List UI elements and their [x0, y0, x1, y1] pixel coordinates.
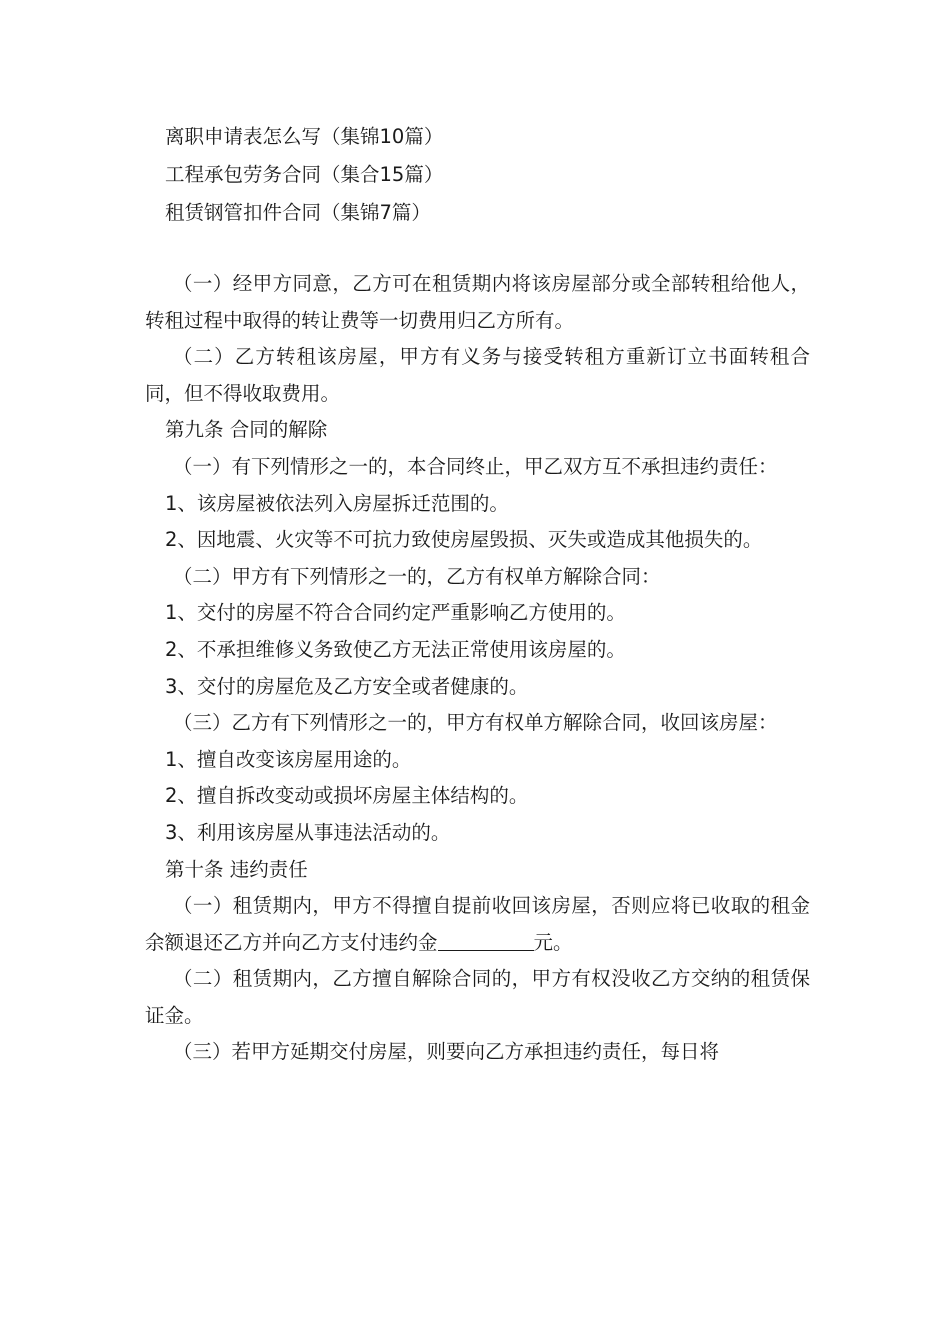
- paragraph: （一）经甲方同意，乙方可在租赁期内将该房屋部分或全部转租给他人，转租过程中取得的转让费等一切费用归乙方所有。: [145, 272, 810, 332]
- paragraph: [145, 888, 810, 961]
- list-item: 1、该房屋被依法列入房屋拆迁范围的。: [165, 491, 509, 515]
- list-item: 2、因地震、火灾等不可抗力致使房屋毁损、灭失或造成其他损失的。: [165, 528, 763, 552]
- contract-body: [145, 266, 810, 1071]
- list-item: 2、擅自拆改变动或损坏房屋主体结构的。: [165, 784, 529, 808]
- paragraph-text: （一）租赁期内，甲方不得擅自提前收回该房屋，否则应将已收取的租金余额退还乙方并向乙方支付违约金: [145, 894, 810, 954]
- related-links: [165, 118, 443, 232]
- paragraph: （二）租赁期内，乙方擅自解除合同的，甲方有权没收乙方交纳的租赁保证金。: [145, 967, 810, 1027]
- list-item: 3、交付的房屋危及乙方安全或者健康的。: [165, 674, 529, 698]
- related-link[interactable]: 租赁钢管扣件合同（集锦7篇）: [165, 201, 431, 224]
- paragraph: （三）若甲方延期交付房屋，则要向乙方承担违约责任，每日将: [173, 1040, 720, 1064]
- list-item: 1、擅自改变该房屋用途的。: [165, 747, 412, 771]
- paragraph: （二）甲方有下列情形之一的，乙方有权单方解除合同：: [173, 564, 661, 588]
- list-item: 3、利用该房屋从事违法活动的。: [165, 820, 451, 844]
- related-link[interactable]: 工程承包劳务合同（集合15篇）: [165, 163, 444, 186]
- paragraph-text: 元。: [533, 930, 573, 954]
- blank-field: [438, 932, 534, 951]
- paragraph: （三）乙方有下列情形之一的，甲方有权单方解除合同，收回该房屋：: [173, 711, 778, 735]
- related-link[interactable]: 离职申请表怎么写（集锦10篇）: [165, 125, 444, 148]
- list-item: 1、交付的房屋不符合合同约定严重影响乙方使用的。: [165, 601, 626, 625]
- section-heading: 第十条 违约责任: [165, 857, 308, 881]
- list-item: 2、不承担维修义务致使乙方无法正常使用该房屋的。: [165, 637, 626, 661]
- section-heading: 第九条 合同的解除: [165, 418, 328, 442]
- paragraph: （一）有下列情形之一的，本合同终止，甲乙双方互不承担违约责任：: [173, 454, 778, 478]
- paragraph: （二）乙方转租该房屋，甲方有义务与接受转租方重新订立书面转租合同，但不得收取费用。: [145, 345, 810, 405]
